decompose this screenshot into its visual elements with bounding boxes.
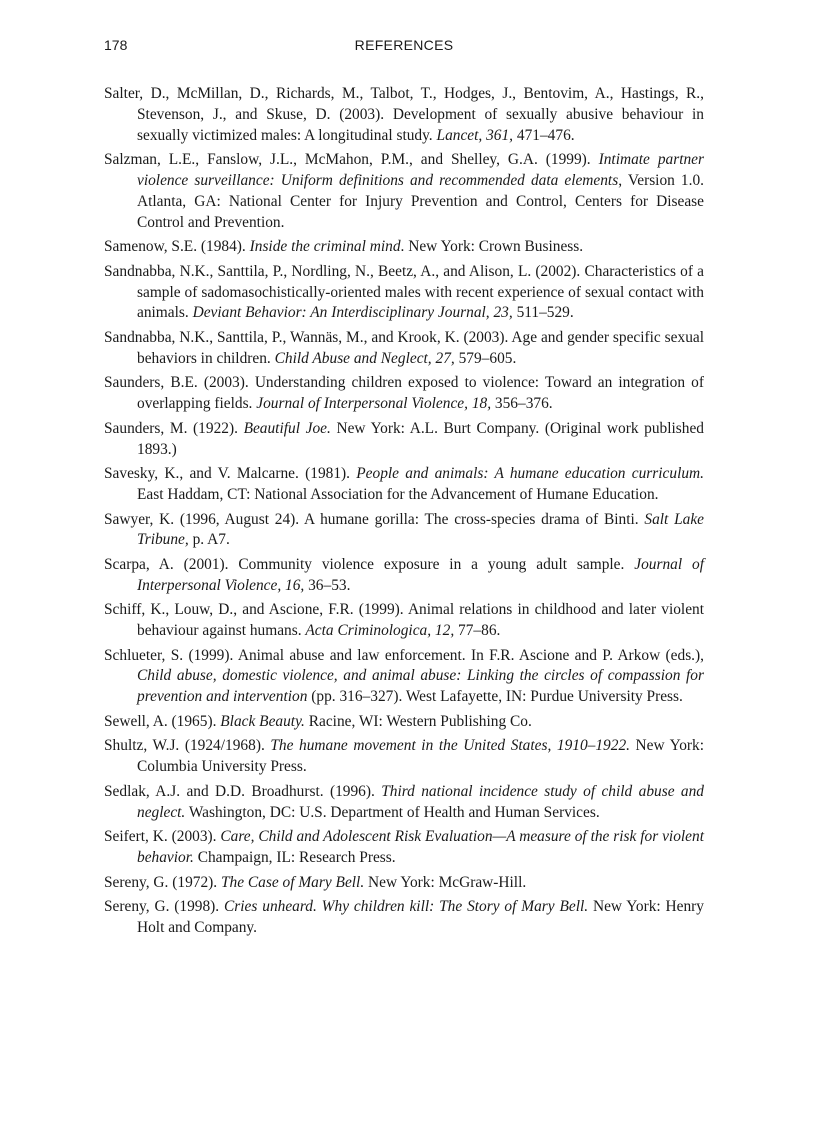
reference-title: Cries unheard. Why children kill: The Story of Mary Bell. bbox=[224, 898, 589, 916]
reference-entry bbox=[104, 646, 704, 708]
reference-entry bbox=[104, 373, 704, 415]
reference-text: Scarpa, A. (2001). Community violence exposure in a young adult sample. bbox=[104, 555, 635, 573]
reference-text: New York: A.L. Burt Company. (Original work published 1893.) bbox=[137, 419, 704, 458]
reference-entry bbox=[104, 782, 704, 824]
page-number: 178 bbox=[104, 37, 128, 53]
reference-text: 511–529. bbox=[512, 304, 574, 322]
reference-text: Sedlak, A.J. and D.D. Broadhurst. (1996). bbox=[104, 782, 382, 800]
reference-text: Samenow, S.E. (1984). bbox=[104, 238, 250, 256]
reference-text: Savesky, K., and V. Malcarne. (1981). bbox=[104, 465, 357, 483]
reference-entry bbox=[104, 736, 704, 778]
reference-title: Salt Lake Tribune, bbox=[137, 510, 704, 549]
reference-text: p. A7. bbox=[188, 531, 230, 549]
reference-entry bbox=[104, 262, 704, 324]
reference-text: 579–605. bbox=[454, 349, 517, 367]
reference-entry bbox=[104, 600, 704, 642]
reference-text: Sandnabba, N.K., Santtila, P., Wannäs, M., and Krook, K. (2003). Age and gender specific sexual behaviors in children. bbox=[104, 328, 704, 367]
reference-title: Child Abuse and Neglect, 27, bbox=[274, 349, 455, 367]
reference-text: Sandnabba, N.K., Santtila, P., Nordling, N., Beetz, A., and Alison, L. (2002). Characteristics of a sample of sadomasochistically-oriented males with recent experience of sexual contact with animals. bbox=[104, 262, 704, 322]
reference-title: Beautiful Joe. bbox=[243, 419, 331, 437]
reference-entry bbox=[104, 84, 704, 146]
reference-title: Intimate partner violence surveillance: Uniform definitions and recommended data elements bbox=[137, 151, 704, 189]
reference-text: Saunders, M. (1922). bbox=[104, 419, 244, 437]
page-header bbox=[104, 37, 704, 57]
reference-text: Racine, WI: Western Publishing Co. bbox=[304, 712, 532, 730]
reference-text: Washington, DC: U.S. Department of Health and Human Services. bbox=[185, 803, 600, 821]
reference-text: East Haddam, CT: National Association for the Advancement of Humane Education. bbox=[137, 485, 659, 503]
reference-text: Sereny, G. (1998). bbox=[104, 898, 225, 916]
reference-text: Seifert, K. (2003). bbox=[104, 828, 221, 846]
reference-text: , Version 1.0. Atlanta, GA: National Center for Injury Prevention and Control, Centers for Disease Control and Prevention. bbox=[137, 171, 704, 231]
reference-title: The humane movement in the United States, 1910–1922. bbox=[270, 737, 630, 755]
reference-text: Schlueter, S. (1999). Animal abuse and law enforcement. In F.R. Ascione and P. Arkow (eds.), bbox=[104, 646, 704, 664]
reference-entry bbox=[104, 419, 704, 461]
reference-entry bbox=[104, 150, 704, 233]
reference-text: New York: McGraw-Hill. bbox=[364, 873, 527, 891]
reference-text: Shultz, W.J. (1924/1968). bbox=[104, 737, 271, 755]
reference-title: Lancet, 361, bbox=[436, 126, 514, 144]
reference-title: Acta Criminologica, 12, bbox=[305, 622, 455, 640]
reference-text: Sewell, A. (1965). bbox=[104, 712, 221, 730]
reference-title: Child abuse, domestic violence, and animal abuse: Linking the circles of compassion for prevention and intervention bbox=[137, 667, 704, 706]
reference-text: 356–376. bbox=[491, 395, 553, 413]
reference-text: 471–476. bbox=[513, 126, 575, 144]
reference-title: Care, Child and Adolescent Risk Evaluation—A measure of the risk for violent behavior. bbox=[137, 828, 704, 867]
reference-title: Black Beauty. bbox=[220, 712, 305, 730]
reference-entry bbox=[104, 328, 704, 370]
reference-title: Journal of Interpersonal Violence, 18, bbox=[256, 395, 492, 413]
reference-entry bbox=[104, 510, 704, 552]
reference-entry bbox=[104, 712, 704, 733]
reference-text: . New York: Crown Business. bbox=[400, 238, 584, 256]
reference-list bbox=[104, 84, 704, 943]
reference-title: Third national incidence study of child abuse and neglect. bbox=[137, 782, 704, 821]
reference-text: 77–86. bbox=[454, 622, 501, 640]
reference-entry bbox=[104, 464, 704, 506]
reference-title: Deviant Behavior: An Interdisciplinary Journal, 23, bbox=[192, 304, 513, 322]
running-head: REFERENCES bbox=[354, 37, 454, 53]
reference-text: Sereny, G. (1972). bbox=[104, 873, 221, 891]
reference-text: 36–53. bbox=[304, 576, 351, 594]
reference-text: Salzman, L.E., Fanslow, J.L., McMahon, P.M., and Shelley, G.A. (1999). bbox=[104, 151, 599, 169]
reference-entry bbox=[104, 555, 704, 597]
reference-text: Sawyer, K. (1996, August 24). A humane gorilla: The cross-species drama of Binti. bbox=[104, 510, 645, 528]
reference-text: Champaign, IL: Research Press. bbox=[193, 849, 396, 867]
reference-title: People and animals: A humane education curriculum. bbox=[356, 465, 704, 483]
reference-text: Salter, D., McMillan, D., Richards, M., Talbot, T., Hodges, J., Bentovim, A., Hastings, R., Stevenson, J., and Skuse, D. (2003). Development of sexually abusive behaviour in sexually victimized males: A longitudinal study. bbox=[104, 85, 704, 144]
reference-title: Journal of Interpersonal Violence, 16, bbox=[137, 555, 704, 594]
reference-text: (pp. 316–327). West Lafayette, IN: Purdue University Press. bbox=[307, 688, 683, 706]
reference-text: New York: Henry Holt and Company. bbox=[137, 898, 704, 937]
reference-entry bbox=[104, 897, 704, 939]
reference-entry bbox=[104, 237, 704, 258]
reference-entry bbox=[104, 827, 704, 869]
reference-title: Inside the criminal mind bbox=[249, 238, 401, 256]
reference-entry bbox=[104, 873, 704, 894]
reference-title: The Case of Mary Bell. bbox=[220, 873, 365, 891]
reference-text: Saunders, B.E. (2003). Understanding children exposed to violence: Toward an integration of overlapping fields. bbox=[104, 374, 704, 413]
reference-text: Schiff, K., Louw, D., and Ascione, F.R. (1999). Animal relations in childhood and later violent behaviour against humans. bbox=[104, 601, 704, 640]
reference-text: New York: Columbia University Press. bbox=[137, 737, 704, 776]
